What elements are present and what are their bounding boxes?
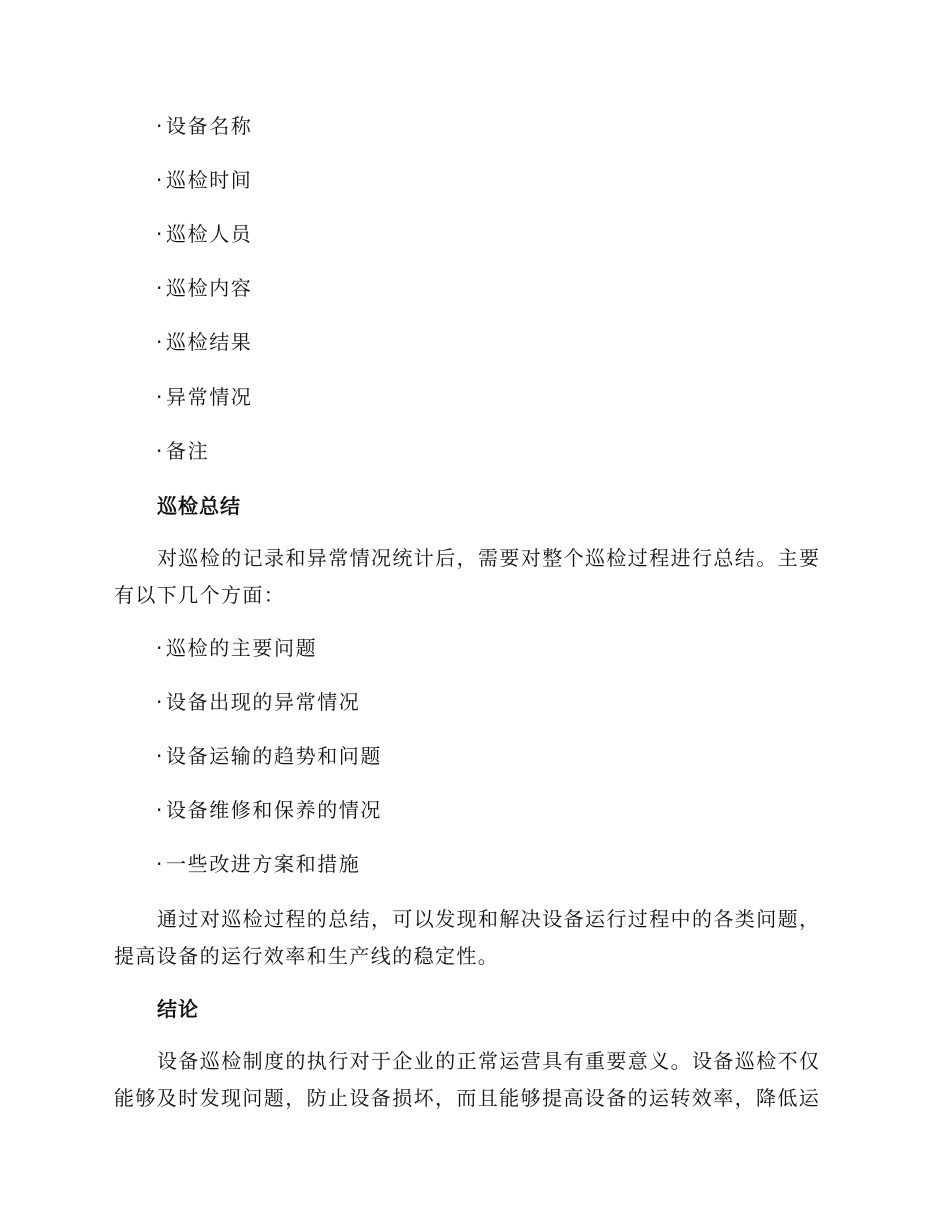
list-item-text: 异常情况: [166, 385, 253, 409]
list-item: [156, 437, 209, 465]
paragraph-line: 有以下几个方面：: [114, 583, 286, 607]
paragraph-line: 能够及时发现问题，防止设备损坏，而且能够提高设备的运转效率，降低运: [114, 1086, 821, 1110]
list-item-text: 备注: [166, 439, 210, 463]
list-item-text: 设备出现的异常情况: [166, 690, 361, 714]
bullet-dot: ·: [156, 798, 164, 822]
list-item-text: 巡检的主要问题: [166, 636, 318, 660]
paragraph-line: 设备巡检制度的执行对于企业的正常运营具有重要意义。设备巡检不仅: [157, 1049, 821, 1073]
bullet-dot: ·: [156, 330, 164, 354]
list-item-text: 设备名称: [166, 114, 253, 138]
list-item: [156, 274, 252, 302]
list-item: [156, 112, 252, 140]
list-item: [156, 328, 252, 356]
list-item: [156, 634, 317, 662]
paragraph-line: 提高设备的运行效率和生产线的稳定性。: [114, 944, 500, 968]
list-item-text: 巡检时间: [166, 168, 253, 192]
section-heading-summary: 巡检总结: [157, 494, 241, 518]
bullet-dot: ·: [156, 276, 164, 300]
list-item: [156, 850, 360, 878]
list-item-text: 巡检人员: [166, 222, 253, 246]
list-item-text: 巡检内容: [166, 276, 253, 300]
bullet-dot: ·: [156, 744, 164, 768]
paragraph-line: 通过对巡检过程的总结，可以发现和解决设备运行过程中的各类问题，: [157, 907, 821, 931]
list-item-text: 设备维修和保养的情况: [166, 798, 382, 822]
bullet-dot: ·: [156, 385, 164, 409]
bullet-dot: ·: [156, 114, 164, 138]
bullet-dot: ·: [156, 439, 164, 463]
list-item: [156, 742, 382, 770]
list-item: [156, 796, 382, 824]
list-item: [156, 166, 252, 194]
bullet-dot: ·: [156, 852, 164, 876]
list-item-text: 设备运输的趋势和问题: [166, 744, 382, 768]
list-item: [156, 688, 360, 716]
section-heading-conclusion: 结论: [157, 997, 199, 1021]
bullet-dot: ·: [156, 168, 164, 192]
bullet-dot: ·: [156, 636, 164, 660]
bullet-dot: ·: [156, 222, 164, 246]
paragraph-line: 对巡检的记录和异常情况统计后，需要对整个巡检过程进行总结。主要: [157, 546, 821, 570]
list-item: [156, 383, 252, 411]
bullet-dot: ·: [156, 690, 164, 714]
list-item-text: 巡检结果: [166, 330, 253, 354]
list-item: [156, 220, 252, 248]
list-item-text: 一些改进方案和措施: [166, 852, 361, 876]
